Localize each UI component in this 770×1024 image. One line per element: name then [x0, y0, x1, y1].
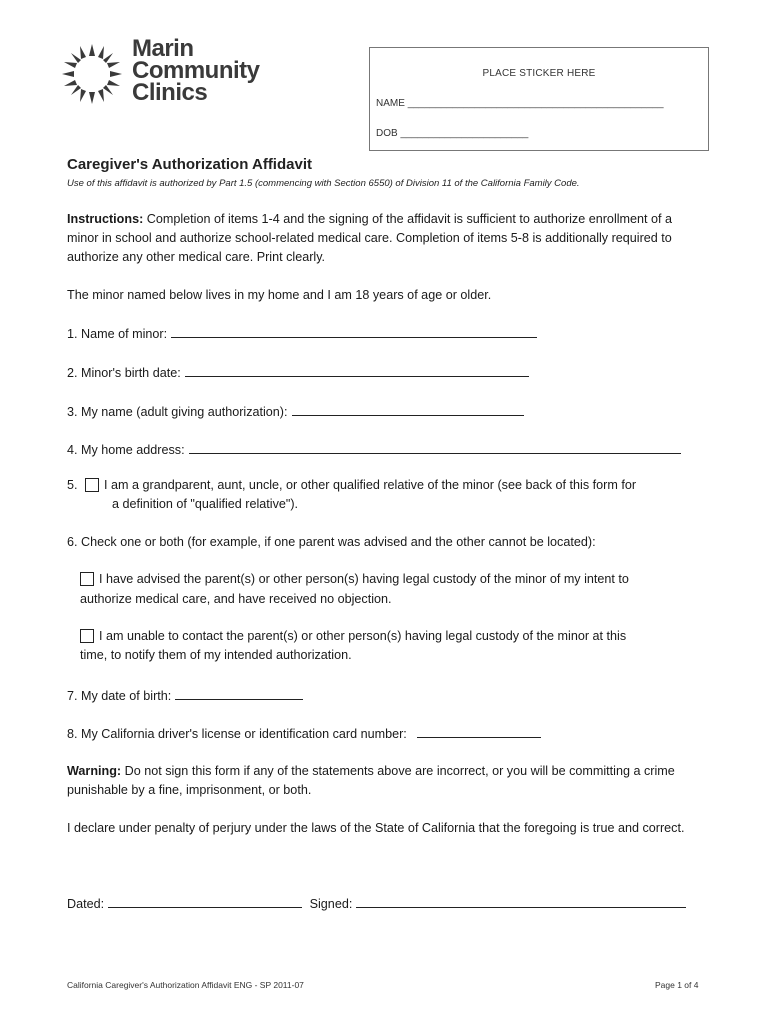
item-6b [80, 629, 626, 643]
instructions-paragraph [67, 210, 707, 267]
dated-label: Dated: [67, 897, 105, 911]
qualified-relative-checkbox[interactable] [85, 478, 99, 492]
instructions-text: Completion of items 1-4 and the signing of the affidavit is sufficient to authorize enrollment of a minor in school and authorize school-related medical care. Completion of items 5-8 is additionally required to authorize any other medical care. Print clearly. [67, 212, 673, 264]
logo-line-2: Community [132, 57, 260, 84]
signature-row [67, 894, 686, 911]
item-3-label: 3. My name (adult giving authorization): [67, 405, 288, 419]
item-5 [67, 478, 636, 492]
item-4 [67, 440, 681, 457]
item-8-label: 8. My California driver's license or identification card number: [67, 727, 407, 741]
item-6a-text-line1: I have advised the parent(s) or other person(s) having legal custody of the minor of my intent to [99, 572, 629, 586]
item-1 [67, 324, 537, 341]
item-8 [67, 724, 541, 741]
sticker-name-field[interactable]: ______________________________________________ [407, 98, 664, 109]
instructions-label: Instructions: [67, 212, 144, 226]
warning-label: Warning: [67, 764, 122, 778]
warning-text: Do not sign this form if any of the statements above are incorrect, or you will be committing a crime punishable by a fine, imprisonment, or both. [67, 764, 675, 797]
item-6a-text-line2: authorize medical care, and have received no objection. [80, 592, 392, 606]
sticker-dob-label: DOB [376, 128, 398, 139]
sticker-dob-field[interactable]: _______________________ [400, 128, 529, 139]
item-5-number: 5. [67, 478, 78, 492]
sticker-heading: PLACE STICKER HERE [482, 68, 596, 79]
item-1-label: 1. Name of minor: [67, 327, 168, 341]
page-title: Caregiver's Authorization Affidavit [67, 156, 312, 173]
item-7-label: 7. My date of birth: [67, 689, 172, 703]
clinic-logo [60, 35, 280, 114]
logo-line-1: Marin [132, 35, 194, 62]
item-5-text-line2: a definition of "qualified relative"). [112, 497, 299, 511]
item-7 [67, 686, 303, 703]
item-2 [67, 363, 529, 380]
sticker-dob-row [376, 128, 528, 139]
item-6-label: 6. Check one or both (for example, if one parent was advised and the other cannot be located): [67, 535, 596, 549]
license-number-field[interactable] [417, 724, 541, 738]
item-6b-text-line1: I am unable to contact the parent(s) or other person(s) having legal custody of the minor at this [99, 629, 627, 643]
warning-paragraph [67, 762, 707, 800]
sticker-name-label: NAME [376, 98, 405, 109]
dated-field[interactable] [108, 894, 302, 908]
intro-text: The minor named below lives in my home and I am 18 years of age or older. [67, 288, 492, 302]
name-of-minor-field[interactable] [171, 324, 537, 338]
logo-wordmark [132, 35, 260, 106]
item-2-label: 2. Minor's birth date: [67, 366, 181, 380]
signed-label: Signed: [309, 897, 353, 911]
declaration-paragraph: I declare under penalty of perjury under the laws of the State of California that the foregoing is true and correct. [67, 821, 685, 835]
minor-birth-date-field[interactable] [185, 363, 529, 377]
item-5-text-line1: I am a grandparent, aunt, uncle, or other qualified relative of the minor (see back of this form for [104, 478, 637, 492]
item-6a [80, 572, 629, 586]
footer-form-id: California Caregiver's Authorization Affidavit ENG - SP 2011-07 [67, 980, 304, 990]
sunburst-logo-icon [60, 42, 124, 106]
advised-parents-checkbox[interactable] [80, 572, 94, 586]
item-3 [67, 402, 524, 419]
unable-to-contact-checkbox[interactable] [80, 629, 94, 643]
logo-line-3: Clinics [132, 79, 208, 106]
home-address-field[interactable] [189, 440, 681, 454]
my-date-of-birth-field[interactable] [175, 686, 303, 700]
page-subtitle: Use of this affidavit is authorized by Part 1.5 (commencing with Section 6550) of Division 11 of the California Family Code. [67, 178, 580, 189]
item-6b-text-line2: time, to notify them of my intended authorization. [80, 648, 352, 662]
sticker-box [369, 47, 709, 151]
footer-page-number: Page 1 of 4 [655, 980, 699, 990]
sticker-name-row [376, 98, 664, 109]
item-4-label: 4. My home address: [67, 443, 185, 457]
my-name-field[interactable] [292, 402, 524, 416]
signed-field[interactable] [356, 894, 686, 908]
